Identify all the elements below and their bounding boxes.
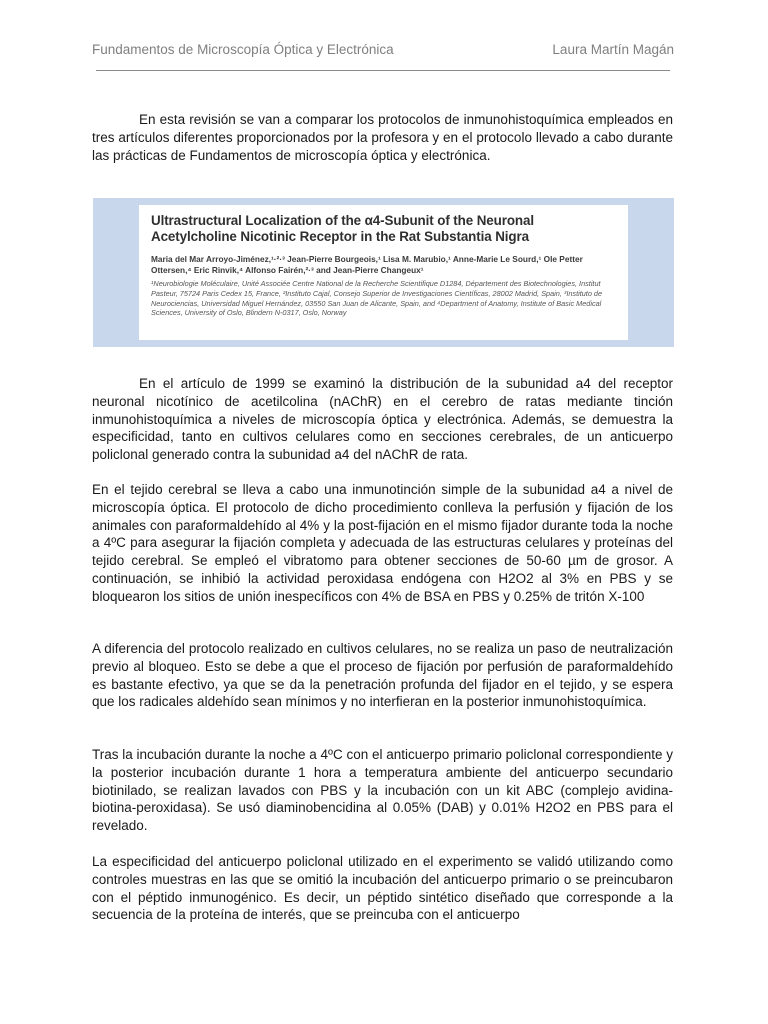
paragraph-4: Tras la incubación durante la noche a 4ºC con el anticuerpo primario policlonal correspondiente y la posterior incubación durante 1 hora a temperatura ambiente del anticuerpo secundario biotinilado, se realizan lavados con PBS y la incubación con un kit ABC (complejo avidina-biotina-peroxidasa). Se usó diaminobencidina al 0.05% (DAB) y 0.01% H2O2 en PBS para el revelado. [92,747,673,834]
header-divider [96,70,670,71]
paragraph-3: A diferencia del protocolo realizado en cultivos celulares, no se realiza un paso de neutralización previo al bloqueo. Esto se debe a que el proceso de fijación por perfusión de paraformaldehído es bastante efectivo, ya que se da la penetración profunda del fijador en el tejido, y se espera que los radicales aldehído sean mínimos y no interfieran en la posterior inmunohistoquímica. [92,641,673,710]
paragraph-1: En el artículo de 1999 se examinó la distribución de la subunidad a4 del receptor neuronal nicotínico de acetilcolina (nAChR) en el cerebro de ratas mediante tinción inmunohistoquímica a niveles de microscopía óptica y electrónica. Además, se demuestra la especificidad, tanto en cultivos celulares como en secciones cerebrales, de un anticuerpo policlonal generado contra la subunidad a4 del nAChR de rata. [92,376,673,463]
paragraph-5: La especificidad del anticuerpo policlonal utilizado en el experimento se validó utilizando como controles muestras en las que se omitió la incubación del anticuerpo primario o se preincubaron con el péptido inmunogénico. Es decir, un péptido sintético diseñado que corresponde a la secuencia de la proteína de interés, que se preincuba con el anticuerpo [92,854,673,923]
article-title-card [139,205,628,340]
intro-paragraph: En esta revisión se van a comparar los protocolos de inmunohistoquímica empleados en tres artículos diferentes proporcionados por la profesora y en el protocolo llevado a cabo durante las prácticas de Fundamentos de microscopía óptica y electrónica. [92,112,673,163]
article-authors: Maria del Mar Arroyo-Jiménez,¹·²·³ Jean-Pierre Bourgeois,¹ Lisa M. Marubio,¹ Anne-Marie Le Sourd,¹ Ole Petter Ottersen,⁴ Eric Rinvik,⁴ Alfonso Fairén,²·³ and Jean-Pierre Changeux¹ [151,254,583,275]
article-title: Ultrastructural Localization of the α4-Subunit of the Neuronal Acetylcholine Nicotinic Receptor in the Rat Substantia Nigra [151,213,534,244]
article-affiliations: ¹Neurobiologie Moléculaire, Unité Associée Centre National de la Recherche Scientifique D1284, Département des Biotechnologies, Institut Pasteur, 75724 Paris Cedex 15, France, ²Instituto Cajal, Consejo Superior de Investigaciones Científicas, 28002 Madrid, Spain, ³Instituto de Neurociencias, Universidad Miguel Hernández, 03550 San Juan de Alicante, Spain, and ⁴Department of Anatomy, Institute of Basic Medical Sciences, University of Oslo, Blindern N-0317, Oslo, Norway [151,279,603,318]
paragraph-2: En el tejido cerebral se lleva a cabo una inmunotinción simple de la subunidad a4 a nivel de microscopía óptica. El protocolo de dicho procedimiento conlleva la perfusión y fijación de los animales con paraformaldehído al 4% y la post-fijación en el mismo fijador durante toda la noche a 4ºC para asegurar la fijación completa y adecuada de las estructuras celulares y proteínas del tejido cerebral. Se empleó el vibratomo para obtener secciones de 50-60 µm de grosor. A continuación, se inhibió la actividad peroxidasa endógena con H2O2 al 3% en PBS y se bloquearon los sitios de unión inespecíficos con 4% de BSA en PBS y 0.25% de tritón X-100 [92,482,673,604]
article-figure [93,198,674,347]
header-title: Fundamentos de Microscopía Óptica y Electrónica [92,42,394,57]
page-header [92,42,674,57]
header-author: Laura Martín Magán [552,42,674,57]
